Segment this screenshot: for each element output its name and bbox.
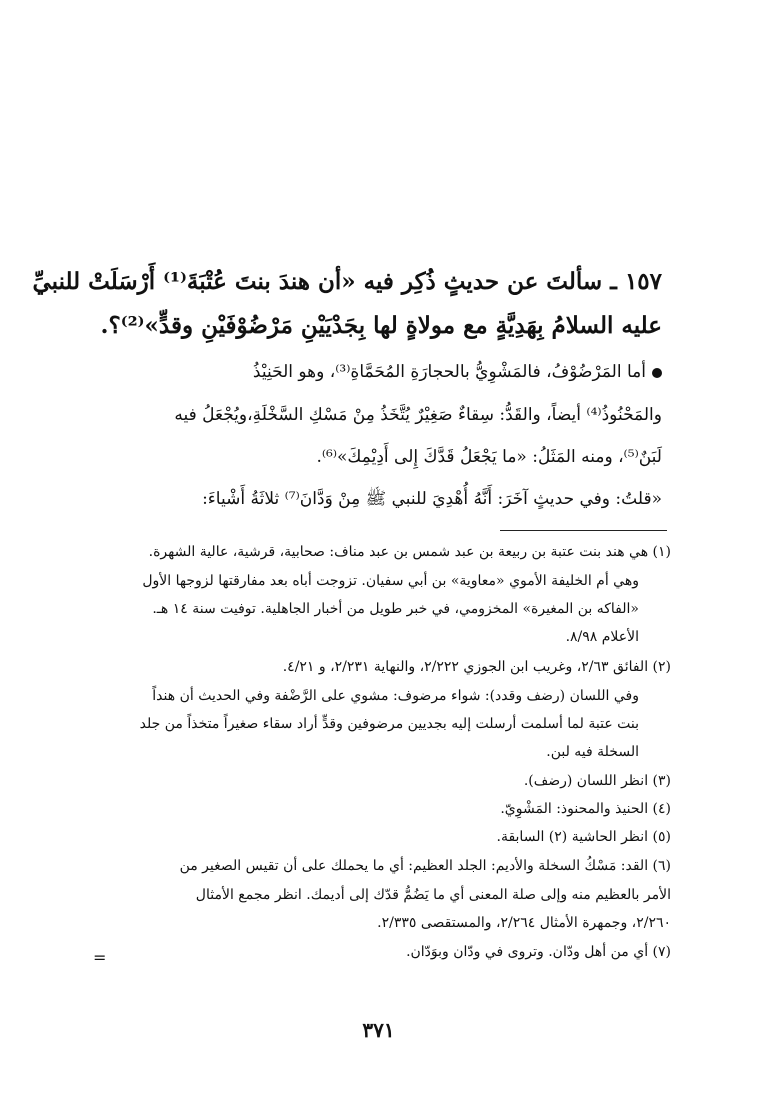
body-line-4: «قلتُ: وفي حديثٍ آخَرَ: أَنَّهُ أُهْدِيَ للنبي ﷺ مِنْ وَدَّانَ⁽⁷⁾ ثلاثَةُ أَشْياءَ: (202, 489, 662, 509)
footnote-6-line-3: ٢/٢٦٠، وجمهرة الأمثال ٢/٢٦٤، والمستقصى ٢/٣٣٥. (377, 915, 671, 931)
footnote-1-line-4: الأعلام ٨/٩٨. (565, 629, 639, 645)
footnote-7: (٧) أي من أهل ودّان. وتروى في ودّان وبوَدّان. (406, 944, 671, 960)
body-line-1 (87, 362, 662, 382)
footnote-6-line-1: (٦) القد: مَسْكُ السخلة والأديم: الجلد العظيم: أي ما يحملك على أن تقيس الصغير من (179, 858, 671, 874)
page-number: ٣٧١ (362, 1018, 395, 1042)
footnote-1-line-2: وهي أم الخليفة الأموي «معاوية» بن أبي سفيان. تزوجت أباه بعد مفارقتها لزوجها الأول (142, 573, 639, 589)
footnote-2-line-4: السخلة فيه لبن. (546, 744, 639, 760)
footnote-5: (٥) انظر الحاشية (٢) السابقة. (496, 829, 671, 845)
footnote-separator (500, 530, 667, 531)
footnote-1-line-3: «الفاكه بن المغيرة» المخزومي، في خبر طويل من أخبار الجاهلية. توفيت سنة ١٤ هـ. (152, 601, 639, 617)
footnote-3: (٣) انظر اللسان (رضف). (523, 773, 671, 789)
footnote-4: (٤) الحنيذ والمحنوذ: المَشْوِيّ. (500, 801, 671, 817)
bullet-icon (652, 368, 662, 378)
continuation-mark: = (93, 948, 107, 967)
body-line-3: لَبَنٌ⁽⁵⁾، ومنه المَثَلُ: «ما يَجْعَلُ قَدَّكَ إِلى أَدِيْمِكَ»⁽⁶⁾. (316, 447, 662, 467)
footnote-2-line-1: (٢) الفائق ٢/٦٣، وغريب ابن الجوزي ٢/٢٢٢، والنهاية ٢/٢٣١، و ٤/٢١. (282, 659, 671, 675)
question-line-2: عليه السلامُ بِهَدِيَّةٍ مع مولاةٍ لها بِجَدْيَيْنِ مَرْضُوْفَيْنِ وقدٍّ»⁽²⁾؟. (100, 312, 662, 339)
footnote-6-line-2: الأمر بالعظيم منه وإلى صلة المعنى أي ما يَضُمُّ قدّك إلى أديمك. انظر مجمع الأمثال (195, 887, 671, 903)
footnote-1-line-1: (١) هي هند بنت عتبة بن ربيعة بن عبد شمس بن عبد مناف: صحابية، قرشية، عالية الشهرة. (148, 544, 671, 560)
question-line-1: ١٥٧ ـ سألتَ عن حديثٍ ذُكِر فيه «أن هندَ بنتَ عُتْبَةَ⁽¹⁾ أَرْسَلَتْ للنبيِّ (32, 268, 662, 295)
body-line-1-text: أما المَرْضُوْفُ، فالمَشْوِيُّ بالحجارَةِ المُحَمَّاةِ⁽³⁾، وهو الحَنِيْذُ (252, 362, 646, 382)
footnote-2-line-3: بنت عتبة لما أسلمت أرسلت إليه بجديين مرضوفين وقدٍّ أراد سقاء صغيراً متخذاً من جلد (139, 716, 639, 732)
body-line-2: والمَحْنُوذُ⁽⁴⁾ أيضاً، والقَدُّ: سِقاءٌ صَغِيْرٌ يُتَّخَذُ مِنْ مَسْكِ السَّخْلَةِ،ويُجْعَلُ فيه (174, 405, 662, 425)
footnote-2-line-2: وفي اللسان (رضف وقدد): شواء مرضوف: مشوي على الرَّضْفة وفي الحديث أن هنداً (152, 688, 639, 704)
